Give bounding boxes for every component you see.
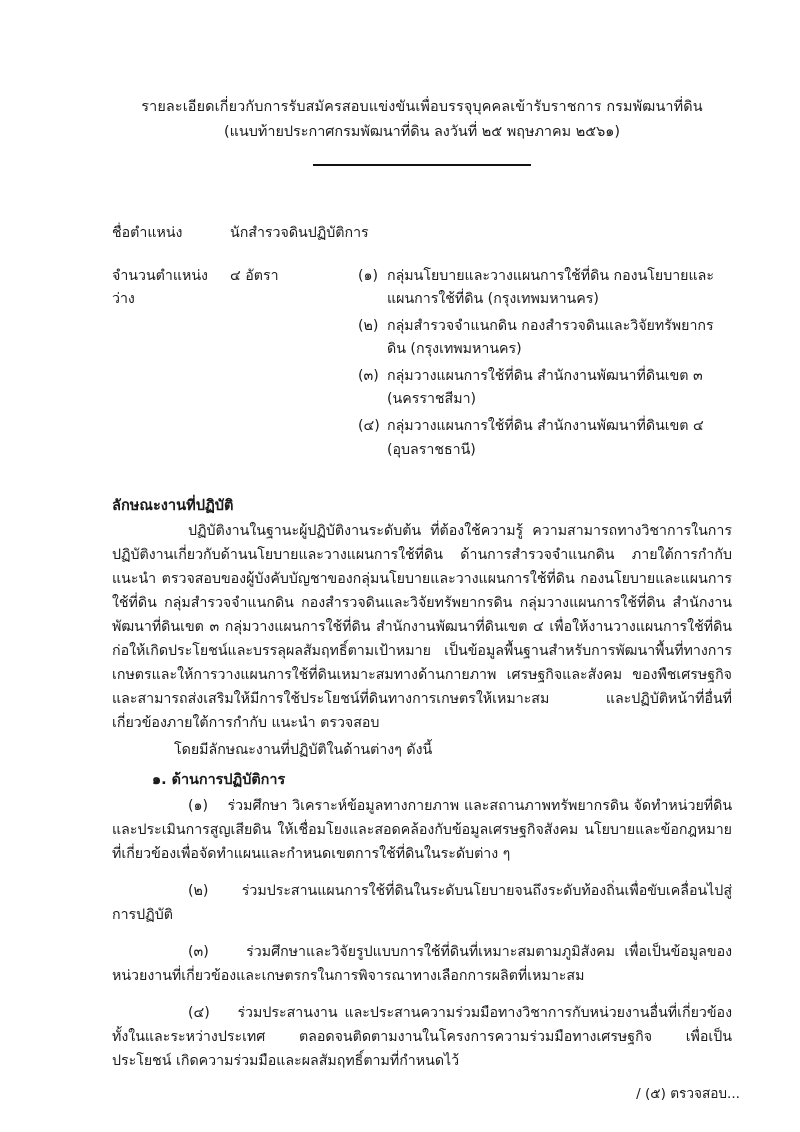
page-title: รายละเอียดเกี่ยวกับการรับสมัครสอบแข่งขันเพื่อบรรจุบุคคลเข้ารับราชการ กรมพัฒนาที่ดิน [141, 99, 703, 115]
list-item-number: (๔) [358, 418, 380, 435]
position-label: ชื่อตำแหน่ง [112, 224, 183, 241]
duty-item-spacer [213, 798, 223, 814]
duty-item-text: ร่วมประสานงาน และประสานความร่วมมือทางวิชาการกับหน่วยงานอื่นที่เกี่ยวข้องทั้งในและระหว่างประเทศ ตลอดจนติดตามงานในโครงการความร่วมมือทางเศรษฐกิจ เพื่อเป็นประโยชน์ เกิดความร่วมมือและผลสัมฤทธิ์ตามที่กำหนดไว้ [112, 1005, 732, 1070]
position-row [112, 222, 732, 245]
duties-heading: ลักษณะงานที่ปฏิบัติ [112, 496, 234, 514]
duty-item-number: (๓) [188, 944, 209, 961]
list-item [358, 415, 732, 461]
vacancy-label: จำนวนตำแหน่งว่าง [112, 267, 208, 307]
duty-item [112, 940, 732, 988]
list-item-number: (๓) [358, 368, 379, 385]
list-item [358, 315, 732, 361]
duties-lead-in: โดยมีลักษณะงานที่ปฏิบัติในด้านต่างๆ ดังนี้ [174, 742, 433, 758]
vacancy-count: ๔ อัตรา [230, 267, 279, 284]
list-item-text: กลุ่มวางแผนการใช้ที่ดิน สำนักงานพัฒนาที่ดินเขต ๔ (อุบลราชธานี) [387, 418, 704, 458]
vacancy-list [358, 265, 732, 466]
title-divider-wrap [112, 164, 732, 183]
page-content [112, 96, 732, 1073]
duty-item-spacer [218, 944, 237, 960]
duty-item [112, 1001, 732, 1073]
list-item-text: กลุ่มสำรวจจำแนกดิน กองสำรวจดินและวิจัยทรัพยากรดิน (กรุงเทพมหานคร) [387, 317, 714, 357]
duties-intro-paragraph: ปฏิบัติงานในฐานะผู้ปฏิบัติงานระดับต้น ที่ต้องใช้ความรู้ ความสามารถทางวิชาการในการปฏิบัติงานเกี่ยวกับด้านนโยบายและวางแผนการใช้ที่ดิน ด้านการสำรวจจำแนกดิน ภายใต้การกำกับ แนะนำ ตรวจสอบของผู้บังคับบัญชาของกลุ่มนโยบายและวางแผนการใช้ที่ดิน กองนโยบายและแผนการใช้ที่ดิน กลุ่มสำรวจจำแนกดิน กองสำรวจดินและวิจัยทรัพยากรดิน กลุ่มวางแผนการใช้ที่ดิน สำนักงานพัฒนาที่ดินเขต ๓ กลุ่มวางแผนการใช้ที่ดิน สำนักงานพัฒนาที่ดินเขต ๔ เพื่อให้งานวางแผนการใช้ที่ดินก่อให้เกิดประโยชน์และบรรลุผลสัมฤทธิ์ตามเป้าหมาย เป็นข้อมูลพื้นฐานสำหรับการพัฒนาพื้นที่ทางการเกษตรและให้การวางแผนการใช้ที่ดินเหมาะสมทางด้านกายภาพ เศรษฐกิจและสังคม ของพืชเศรษฐกิจ และสามารถส่งเสริมให้มีการใช้ประโยชน์ที่ดินทางการเกษตรให้เหมาะสม และปฏิบัติหน้าที่อื่นที่เกี่ยวข้องภายใต้การกำกับ แนะนำ ตรวจสอบ [112, 523, 732, 731]
list-item [358, 265, 732, 311]
list-item-text: กลุ่มนโยบายและวางแผนการใช้ที่ดิน กองนโยบายและแผนการใช้ที่ดิน (กรุงเทพมหานคร) [387, 267, 714, 307]
document-title-block [112, 96, 732, 145]
page-continuation-note: / (๕) ตรวจสอบ... [636, 1085, 740, 1102]
position-value: นักสำรวจดินปฏิบัติการ [230, 224, 369, 241]
duty-item-number: (๒) [188, 883, 209, 900]
list-item-number: (๑) [358, 267, 379, 284]
horizontal-rule [313, 164, 531, 166]
duty-item-number: (๔) [188, 1005, 210, 1022]
duty-item-text: ร่วมศึกษา วิเคราะห์ข้อมูลทางกายภาพ และสถานภาพทรัพยากรดิน จัดทำหน่วยที่ดินและประเมินการสูญเสียดิน ให้เชื่อมโยงและสอดคล้องกับข้อมูลเศรษฐกิจสังคม นโยบายและข้อกฎหมายที่เกี่ยวข้องเพื่อจัดทำแผนและกำหนดเขตการใช้ที่ดินในระดับต่าง ๆ [112, 798, 733, 863]
vacancy-row [112, 265, 732, 466]
list-item [358, 365, 732, 411]
duty-item-number: (๑) [188, 798, 209, 815]
duty-item-spacer [217, 883, 234, 899]
list-item-number: (๒) [358, 317, 379, 334]
duties-subsection-heading: ๑. ด้านการปฏิบัติการ [152, 772, 286, 788]
duty-item-spacer [217, 1005, 231, 1021]
duty-item [112, 879, 732, 927]
duty-item [112, 794, 732, 866]
duty-item-text: ร่วมประสานแผนการใช้ที่ดินในระดับนโยบายจนถึงระดับท้องถิ่นเพื่อขับเคลื่อนไปสู่การปฏิบัติ [112, 883, 732, 924]
duty-item-text: ร่วมศึกษาและวิจัยรูปแบบการใช้ที่ดินที่เหมาะสมตามภูมิสังคม เพื่อเป็นข้อมูลของหน่วยงานที่เกี่ยวข้องและเกษตรกรในการพิจารณาทางเลือกการผลิตที่เหมาะสม [112, 944, 733, 985]
document-subtitle: (แนบท้ายประกาศกรมพัฒนาที่ดิน ลงวันที่ ๒๕ พฤษภาคม ๒๕๖๑) [224, 123, 620, 140]
list-item-text: กลุ่มวางแผนการใช้ที่ดิน สำนักงานพัฒนาที่ดินเขต ๓ (นครราชสีมา) [387, 368, 703, 408]
